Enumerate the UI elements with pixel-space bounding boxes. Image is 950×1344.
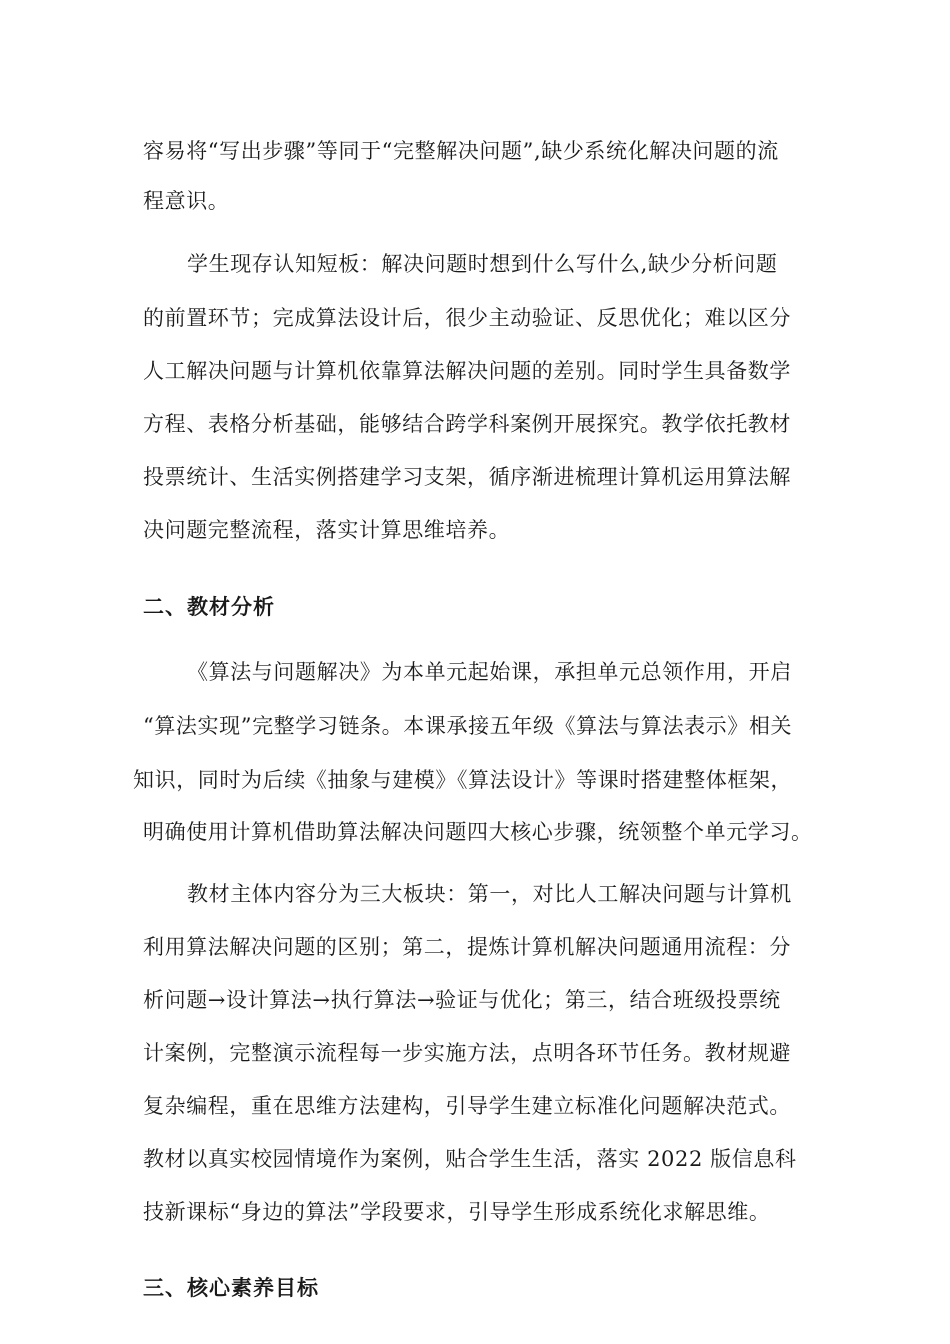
- paragraph-line: 知识，同时为后续《抽象与建模》《算法设计》等课时搭建整体框架，: [133, 768, 793, 792]
- paragraph-line: 利用算法解决问题的区别；第二，提炼计算机解决问题通用流程：分: [143, 935, 791, 959]
- paragraph-line: 计案例，完整演示流程每一步实施方法，点明各环节任务。教材规避: [143, 1041, 791, 1065]
- paragraph-line: 明确使用计算机借助算法解决问题四大核心步骤，统领整个单元学习。: [143, 820, 813, 844]
- paragraph-line: 的前置环节；完成算法设计后，很少主动验证、反思优化；难以区分: [143, 306, 791, 330]
- paragraph-line: 教材以真实校园情境作为案例，贴合学生生活，落实 2022 版信息科: [143, 1147, 797, 1171]
- paragraph-line: 人工解决问题与计算机依靠算法解决问题的差别。同时学生具备数学: [143, 359, 791, 383]
- paragraph-line: 复杂编程，重在思维方法建构，引导学生建立标准化问题解决范式。: [143, 1094, 791, 1118]
- paragraph-line: “算法实现”完整学习链条。本课承接五年级《算法与算法表示》相关: [143, 714, 793, 738]
- paragraph-line: 析问题→设计算法→执行算法→验证与优化；第三，结合班级投票统: [143, 988, 781, 1012]
- paragraph-line: 《算法与问题解决》为本单元起始课，承担单元总领作用，开启: [187, 660, 792, 684]
- section-heading: 二、教材分析: [143, 595, 275, 619]
- paragraph-line: 程意识。: [143, 189, 230, 213]
- paragraph-line: 投票统计、生活实例搭建学习支架，循序渐进梳理计算机运用算法解: [143, 465, 791, 489]
- paragraph-line: 方程、表格分析基础，能够结合跨学科案例开展探究。教学依托教材: [143, 412, 791, 436]
- paragraph-line: 教材主体内容分为三大板块：第一，对比人工解决问题与计算机: [187, 882, 792, 906]
- section-heading: 三、核心素养目标: [143, 1276, 319, 1300]
- paragraph-line: 技新课标“身边的算法”学段要求，引导学生形成系统化求解思维。: [143, 1200, 771, 1224]
- paragraph-line: 容易将“写出步骤”等同于“完整解决问题”,缺少系统化解决问题的流: [143, 139, 779, 163]
- paragraph-line: 学生现存认知短板：解决问题时想到什么写什么,缺少分析问题: [187, 252, 778, 276]
- paragraph-line: 决问题完整流程，落实计算思维培养。: [143, 518, 511, 542]
